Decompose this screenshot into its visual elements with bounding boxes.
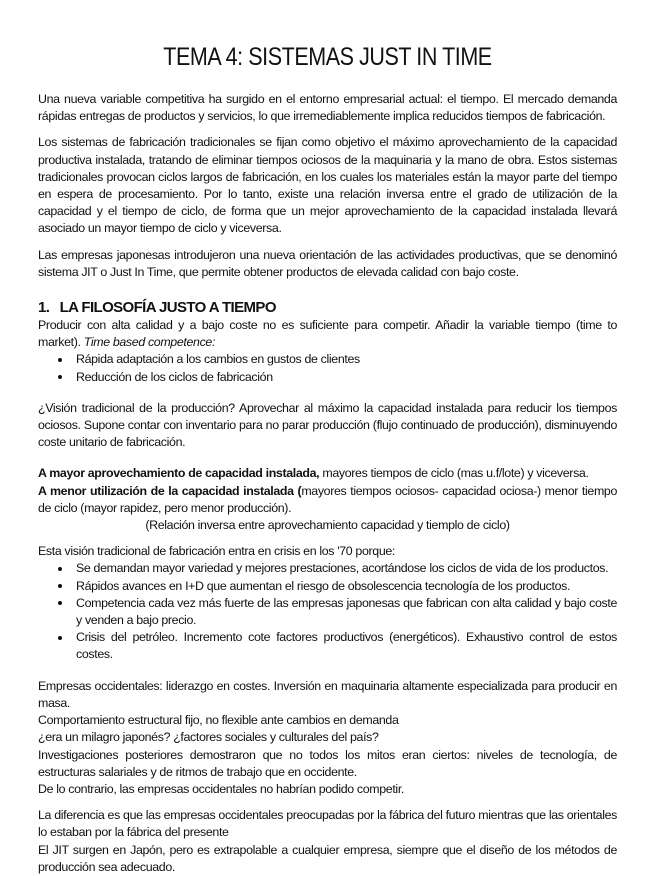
crisis-list <box>38 560 617 663</box>
time-competence-list <box>38 351 617 385</box>
list-item: Competencia cada vez más fuerte de las empresas japonesas que fabrican con alta calidad y bajo coste y venden a bajo precio. <box>58 595 617 629</box>
occidental-line-1: Empresas occidentales: liderazgo en costes. Inversión en maquinaria altamente especializada para producir en masa. <box>38 678 617 710</box>
list-item: Rápida adaptación a los cambios en gustos de clientes <box>58 351 617 368</box>
lead-italic-text: Time based competence: <box>83 335 216 350</box>
section-1-lead <box>38 317 617 351</box>
section-1-number: 1. <box>38 299 50 317</box>
intro-paragraph-3: Las empresas japonesas introdujeron una nueva orientación de las actividades productivas, que se denominó sistema JIT o Just In Time, que permite obtener productos de elevada calidad con bajo coste. <box>38 247 617 279</box>
capacity-line-b-rest: mayores tiempos ociosos- capacidad ociosa-) menor tiempo de ciclo (mayor rapidez, pero menor producción). <box>38 483 617 515</box>
capacity-line-a-rest: mayores tiempos de ciclo (mas u.f/lote) y viceversa. <box>319 466 589 481</box>
capacity-line-b <box>38 483 617 517</box>
closing-line-1: La diferencia es que las empresas occidentales preocupadas por la fábrica del futuro mientras que las orientales lo estaban por la fábrica del presente <box>38 808 617 840</box>
list-item: Crisis del petróleo. Incremento cote factores productivos (energéticos). Exhaustivo control de estos costes. <box>58 629 617 663</box>
crisis-intro: Esta visión tradicional de fabricación entra en crisis en los '70 porque: <box>38 544 396 559</box>
section-1-heading <box>38 299 617 317</box>
list-item: Reducción de los ciclos de fabricación <box>58 369 617 386</box>
capacity-line-b-bold: A menor utilización de la capacidad instalada ( <box>38 483 302 498</box>
capacity-line-a <box>38 465 617 482</box>
intro-paragraph-2: Los sistemas de fabricación tradicionales se fijan como objetivo el máximo aprovechamiento de la capacidad productiva instalada, tratando de eliminar tiempos ociosos de la maquinaria y la mano de obra. Estos sistemas tradicionales provocan ciclos largos de fabricación, en los cuales los materiales están la mayor parte del tiempo en espera de procesamiento. Por lo tanto, existe una relación inversa entre el grado de utilización de la capacidad y el tiempo de ciclo, de forma que un mejor aprovechamiento de la capacidad instalada llevará asociado un mayor tiempo de ciclo y viceversa. <box>38 135 617 236</box>
list-item: Se demandan mayor variedad y mejores prestaciones, acortándose los ciclos de vida de los productos. <box>58 560 617 577</box>
document-body <box>38 91 617 876</box>
vision-paragraph: ¿Visión tradicional de la producción? Aprovechar al máximo la capacidad instalada para reducir los tiempos ociosos. Supone contar con inventario para no parar producción (flujo continuado de producción), disminuyendo coste unitario de fabricación. <box>38 400 617 450</box>
occidental-line-4: Investigaciones posteriores demostraron que no todos los mitos eran ciertos: niveles de tecnología, de estructuras salariales y de ritmos de trabajo que en occidente. <box>38 747 617 779</box>
section-1-title: LA FILOSOFÍA JUSTO A TIEMPO <box>59 299 276 317</box>
capacity-line-a-bold: A mayor aprovechamiento de capacidad instalada, <box>38 466 320 481</box>
closing-line-2: El JIT surgen en Japón, pero es extrapolable a cualquier empresa, siempre que el diseño de los métodos de producción sea adecuado. <box>38 842 617 874</box>
relation-note: (Relación inversa entre aprovechamiento capacidad y tiemplo de ciclo) <box>145 518 510 533</box>
occidental-line-3: ¿era un milagro japonés? ¿factores sociales y culturales del país? <box>38 730 379 745</box>
intro-paragraph-1: Una nueva variable competitiva ha surgido en el entorno empresarial actual: el tiempo. El mercado demanda rápidas entregas de productos y servicios, lo que irremediablemente implica reducidos tiempos de fabricación. <box>38 92 617 124</box>
document-title: TEMA 4: SISTEMAS JUST IN TIME <box>163 43 492 71</box>
occidental-line-2: Comportamiento estructural fijo, no flexible ante cambios en demanda <box>38 713 399 728</box>
lead-text: Producir con alta calidad y a bajo coste no es suficiente para competir. Añadir la variable tiempo (time to market). <box>38 318 617 350</box>
occidental-line-5: De lo contrario, las empresas occidentales no habrían podido competir. <box>38 781 405 796</box>
list-item: Rápidos avances en I+D que aumentan el riesgo de obsolescencia tecnología de los productos. <box>58 578 617 595</box>
